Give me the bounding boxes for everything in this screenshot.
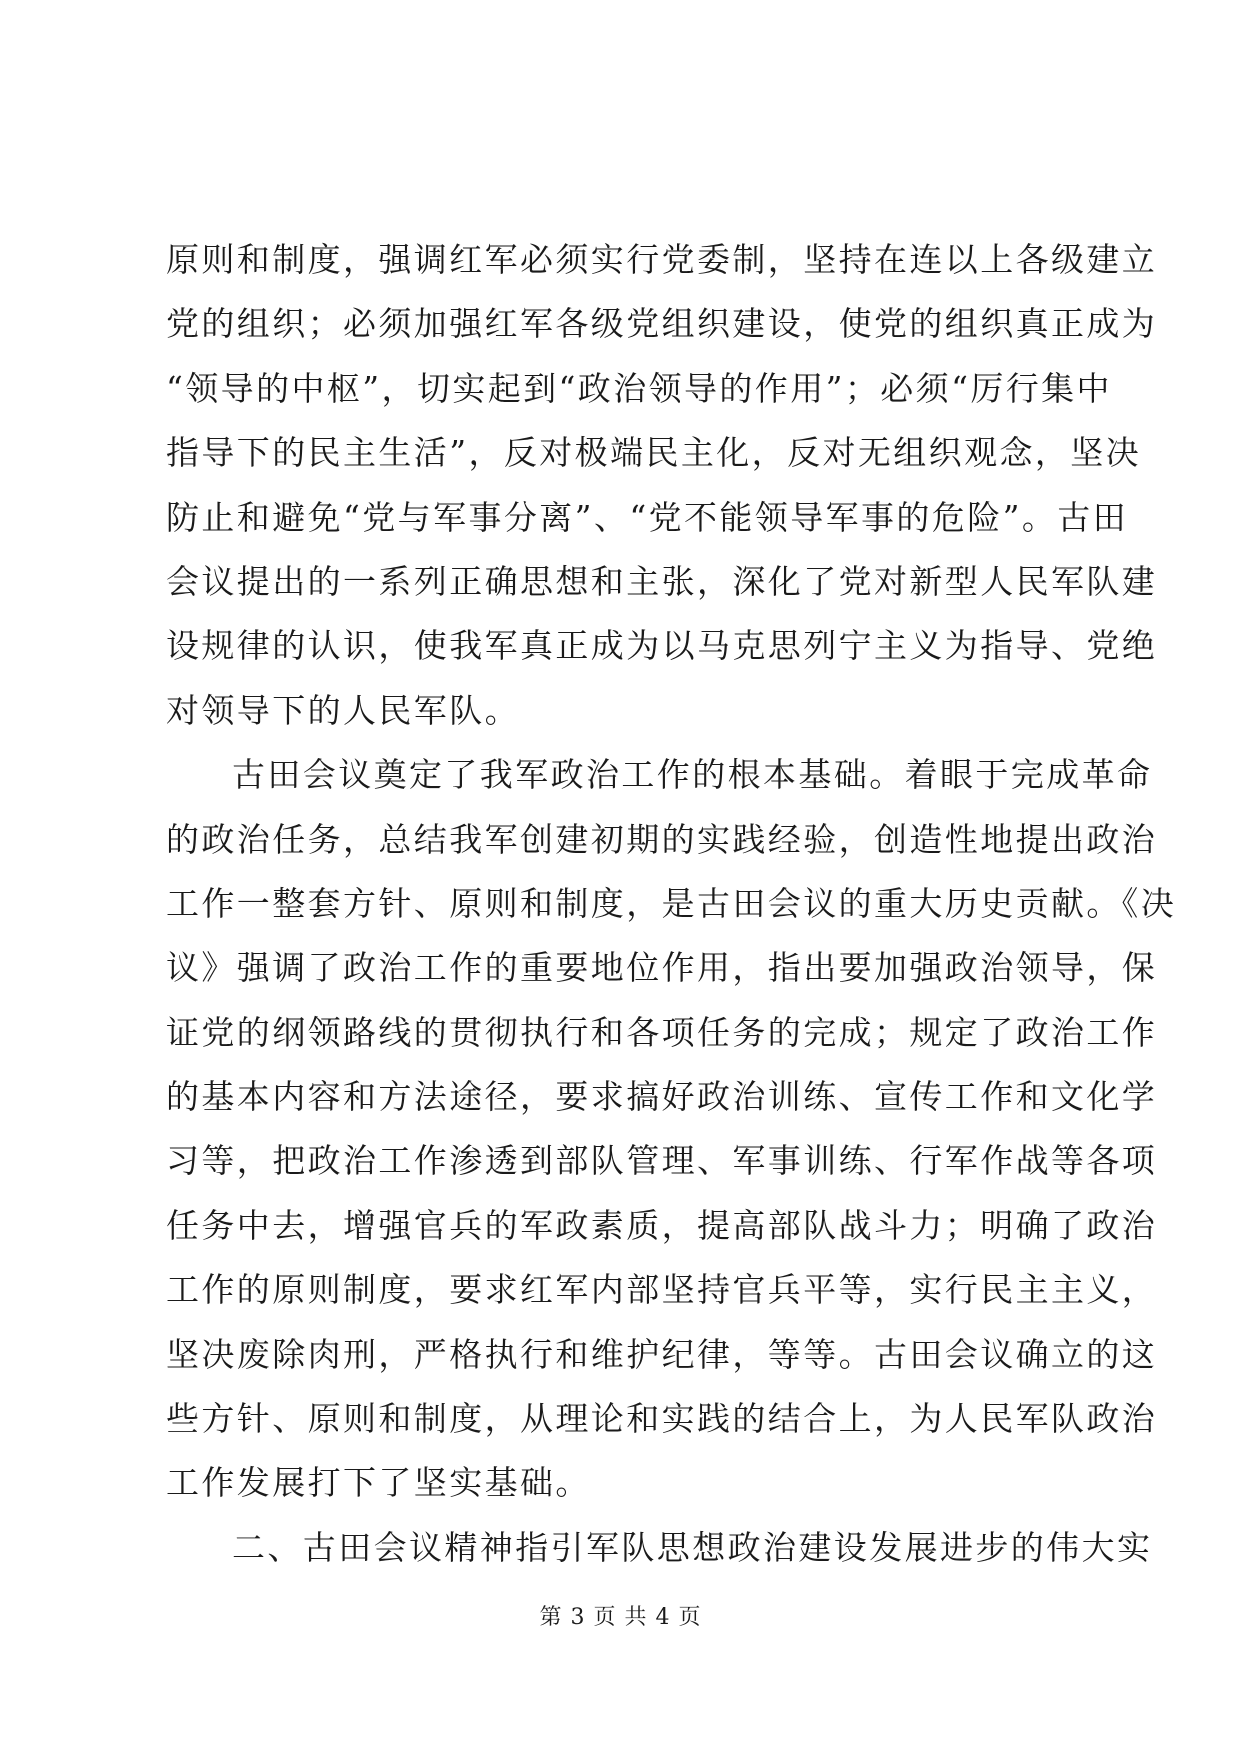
- text-line: 工作的原则制度，要求红军内部坚持官兵平等，实行民主主义，: [166, 1270, 1158, 1310]
- text-line: 设规律的认识，使我军真正成为以马克思列宁主义为指导、党绝: [166, 626, 1158, 666]
- text-line: 会议提出的一系列正确思想和主张，深化了党对新型人民军队建: [166, 561, 1158, 601]
- document-body: [166, 228, 1177, 1580]
- text-line: 二、古田会议精神指引军队思想政治建设发展进步的伟大实: [232, 1527, 1153, 1567]
- text-line: 证党的纲领路线的贯彻执行和各项任务的完成；规定了政治工作: [166, 1012, 1158, 1052]
- page-number-footer: 第 3 页 共 4 页: [539, 1605, 702, 1630]
- text-line: 的政治任务，总结我军创建初期的实践经验，创造性地提出政治: [166, 819, 1158, 859]
- text-line: 坚决废除肉刑，严格执行和维护纪律，等等。古田会议确立的这: [166, 1334, 1158, 1374]
- text-line: “领导的中枢”，切实起到“政治领导的作用”；必须“厉行集中: [166, 368, 1112, 408]
- text-line: 习等，把政治工作渗透到部队管理、军事训练、行军作战等各项: [166, 1141, 1158, 1181]
- text-line: 党的组织；必须加强红军各级党组织建设，使党的组织真正成为: [166, 304, 1158, 344]
- text-line: 原则和制度，强调红军必须实行党委制，坚持在连以上各级建立: [166, 240, 1158, 279]
- text-line: 指导下的民主生活”，反对极端民主化，反对无组织观念，坚决: [166, 433, 1142, 473]
- text-line: 些方针、原则和制度，从理论和实践的结合上，为人民军队政治: [166, 1399, 1158, 1439]
- text-line: 的基本内容和方法途径，要求搞好政治训练、宣传工作和文化学: [166, 1077, 1158, 1117]
- text-line: 工作一整套方针、原则和制度，是古田会议的重大历史贡献。《决: [166, 883, 1177, 923]
- text-line: 工作发展打下了坚实基础。: [166, 1463, 591, 1503]
- text-line: 防止和避免“党与军事分离”、“党不能领导军事的危险”。古田: [166, 497, 1129, 537]
- text-line: 议》强调了政治工作的重要地位作用，指出要加强政治领导，保: [166, 948, 1158, 988]
- text-line: 古田会议奠定了我军政治工作的根本基础。着眼于完成革命: [232, 755, 1153, 795]
- text-line: 任务中去，增强官兵的军政素质，提高部队战斗力；明确了政治: [166, 1205, 1158, 1245]
- text-line: 对领导下的人民军队。: [166, 690, 520, 730]
